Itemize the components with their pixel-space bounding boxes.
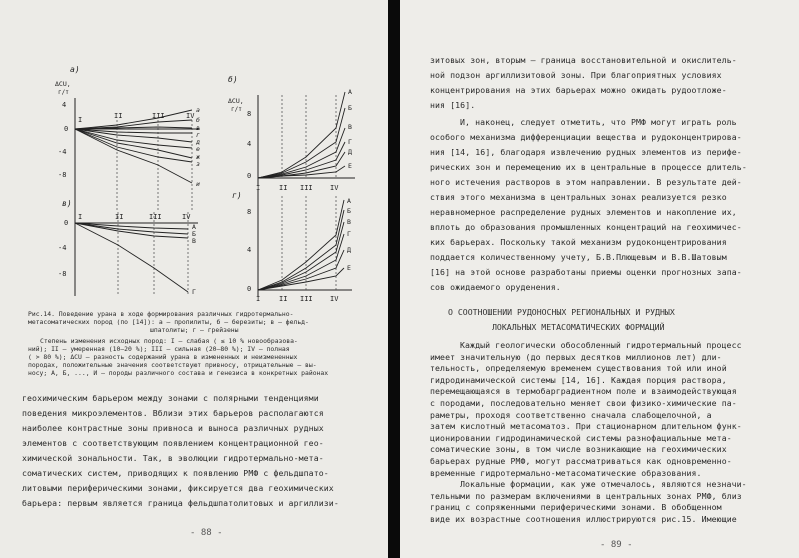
heading-line: О СООТНОШЕНИИ РУДОНОСНЫХ РЕГИОНАЛЬНЫХ И РУДНЫХ — [448, 307, 675, 317]
panel-g — [232, 190, 352, 303]
text-line: тельность, определяемую временем существования той или иной — [430, 363, 727, 374]
text-line: ционировании гидродинамической системы разнофациальные мета- — [430, 432, 732, 443]
caption-line: ( > 80 %); ΔCU – разность содержаний урана в измененных и неизмененных — [28, 353, 298, 361]
text-line: Локальные формации, как уже отмечалось, являются незначи- — [460, 479, 747, 490]
text-line: перемещающаяся в термобарградиентном поле и взаимодействующая — [430, 386, 737, 397]
text-line: особого механизма дифференциации вещества и рудоконцентрирова- — [430, 132, 742, 142]
panel-b-ytick-0: 0 — [247, 172, 252, 180]
text-line: Каждый геологически обособленный гидротермальный процесс — [460, 340, 742, 350]
panel-v-curve-V: В — [192, 237, 196, 245]
caption-line: Рис.14. Поведение урана в ходе формирования различных гидротермально- — [28, 310, 294, 318]
text-line: ния [14, 16], благодаря извлечению рудных элементов из перифе- — [430, 147, 742, 157]
panel-g-xtick-IV: IV — [330, 295, 339, 303]
panel-v-ytick-0: 0 — [64, 219, 69, 227]
panel-v-xtick-III: III — [149, 213, 162, 221]
panel-a-ytick-4: 4 — [62, 101, 67, 109]
caption-line: породах, положительные значения соответствуют привносу, отрицательные – вы- — [28, 361, 317, 369]
panel-a — [55, 65, 201, 212]
text-line: зитовых зон, вторым – граница восстановительной и окислитель- — [430, 55, 737, 65]
text-line: ких барьерах. Поскольку такой механизм рудоконцентрирования — [430, 237, 727, 247]
text-line: ной подзон аргиллизитовой зоны. При благоприятных условиях — [430, 70, 722, 80]
caption-line: ний); II – умеренная (10–20 %); III – сильная (20–80 %); IV – полная — [28, 345, 290, 353]
text-line: ствия этого механизма в центральных зонах реализуется резко — [430, 192, 727, 202]
panel-a-curve-b: б — [196, 116, 200, 124]
panel-v-curve-G: Г — [192, 288, 196, 296]
panel-a-xtick-III: III — [152, 112, 165, 120]
panel-b-ylabel-unit: г/т — [231, 106, 242, 113]
text-line: раметры, проходя соответственно сначала слабощелочной, а — [430, 409, 712, 420]
panel-v-xtick-I: I — [78, 213, 83, 221]
panel-a-label: а) — [70, 65, 80, 74]
panel-a-curve-z: з — [196, 160, 200, 168]
panel-a-ytick-m4: -4 — [58, 148, 67, 156]
panel-b-curve-E: Е — [348, 162, 352, 170]
text-line: границ с сопряженными периферическими зонами. В обобщенном — [430, 502, 722, 513]
panel-b-curve-B: Б — [348, 104, 352, 112]
panel-a-xtick-IV: IV — [186, 112, 195, 120]
text-line: И, наконец, следует отметить, что РМФ могут играть роль — [460, 117, 737, 127]
panel-a-xtick-I: I — [78, 116, 83, 124]
panel-a-ylabel: ΔCU, — [55, 80, 71, 88]
text-line: элементов с соответствующим появлением концентрационной гео- — [22, 438, 324, 448]
panel-a-xtick-II: II — [114, 112, 123, 120]
panel-b-xtick-II: II — [279, 184, 288, 192]
panel-b — [228, 74, 355, 192]
text-line: поведения микроэлементов. Вблизи этих барьеров располагаются — [22, 408, 324, 418]
text-line: тельными по размерам включениями в центральных зонах РМФ, близ — [430, 490, 742, 501]
text-line: затем кислотный метасоматоз. При стационарном длительном функ- — [430, 421, 742, 432]
panel-b-label: б) — [228, 75, 238, 84]
panel-g-xtick-I: I — [256, 295, 261, 303]
panel-a-curve-d: д — [196, 138, 200, 146]
page-number-left: - 88 - — [190, 528, 223, 538]
text-line: барьера: первым является граница фельдшпатолитовых и аргиллизи- — [22, 498, 339, 508]
panel-a-curve-v: в — [196, 124, 200, 132]
text-line: неравномерное распределение рудных элементов и накопление их, — [430, 207, 737, 217]
panel-b-ytick-8: 8 — [247, 110, 252, 118]
panel-g-xtick-III: III — [300, 295, 313, 303]
caption-line: метасоматических пород (по [14]): а – пропилиты, б – березиты; в – фельд- — [28, 318, 309, 326]
panel-v-xtick-IV: IV — [182, 213, 191, 221]
right-page — [400, 0, 799, 558]
text-line: наиболее контрастные зоны привноса и выноса различных рудных — [22, 423, 324, 433]
panel-b-curve-V: В — [348, 123, 352, 131]
panel-b-curve-G: Г — [348, 138, 352, 146]
panel-g-curve-V: В — [347, 218, 351, 226]
text-line: концентрирования на этих барьерах можно ожидать рудоотложе- — [430, 85, 727, 95]
panel-g-ytick-8: 8 — [247, 208, 252, 216]
panel-a-ytick-m8: -8 — [58, 171, 67, 179]
panel-g-xtick-II: II — [279, 295, 288, 303]
panel-a-ytick-0: 0 — [64, 125, 69, 133]
panel-b-xtick-IV: IV — [330, 184, 339, 192]
panel-a-curve-i: и — [196, 180, 200, 188]
text-line: имеет значительную (до первых десятков миллионов лет) дли- — [430, 351, 722, 362]
text-line: временные гидротермально-метасоматические образования. — [430, 467, 702, 478]
panel-v-ytick-m4: -4 — [58, 244, 67, 252]
text-line: ного истечения растворов в этом направлении. В результате дей- — [430, 177, 742, 187]
text-line: ния [16]. — [430, 100, 476, 110]
text-line: гидродинамической системы [14, 16]. Каждая порция раствора, — [430, 374, 727, 385]
panel-b-xtick-I: I — [256, 184, 261, 192]
panel-v-curve-A: А — [192, 223, 196, 231]
panel-g-ytick-0: 0 — [247, 285, 252, 293]
panel-a-curve-zh: ж — [196, 153, 200, 161]
text-line: [16] на этой основе разработаны приемы оценки прогнозных запа- — [430, 267, 742, 277]
panel-b-ytick-4: 4 — [247, 140, 252, 148]
panel-v-ytick-m8: -8 — [58, 270, 67, 278]
text-line: соматические зоны, в том числе возникающие на геохимических — [430, 444, 727, 455]
text-line: с породами, последовательно меняет свои физико-химические па- — [430, 398, 737, 408]
panel-g-curve-D: Д — [347, 246, 351, 254]
text-line: литовыми периферическими зонами, фиксируется два геохимических — [22, 483, 334, 493]
caption-line: шпатолиты; г – грейзены — [150, 326, 239, 334]
text-line: вплоть до образования промышленных концентраций на геохимичес- — [430, 222, 742, 232]
text-line: сов ожидаемого оруденения. — [430, 282, 561, 292]
text-line: соматических систем, приводящих к появлению РМФ с фельдшпато- — [22, 468, 329, 478]
panel-a-curve-g: г — [196, 131, 200, 139]
panel-g-curve-E: Е — [347, 264, 351, 272]
panel-a-curve-a: а — [196, 106, 200, 114]
panel-g-curve-G: Г — [347, 230, 351, 238]
text-line: барьерах рудные РМФ, могут рассматриваться как одновременно- — [430, 456, 732, 466]
panel-g-ytick-4: 4 — [247, 246, 252, 254]
text-line: рических зон и перемещению их в центральные в процессе длитель- — [430, 162, 747, 172]
text-line: геохимическим барьером между зонами с полярными тенденциями — [22, 393, 319, 403]
left-page — [0, 0, 388, 558]
caption-line: Степень изменения исходных пород: I – слабая ( ≤ 10 % новообразова- — [40, 337, 298, 345]
panel-g-label: г) — [232, 191, 242, 200]
panel-a-curve-e: е — [196, 145, 200, 153]
page-number-right: - 89 - — [600, 540, 633, 550]
caption-line: носу; А, Б, ..., И – породы различного состава и генезиса в конкретных районах — [28, 369, 329, 377]
panel-a-ylabel-unit: г/т — [58, 89, 69, 96]
panel-g-curve-A: А — [347, 197, 351, 205]
panel-v — [58, 199, 198, 296]
panel-b-ylabel: ΔCU, — [228, 97, 244, 105]
panel-b-curve-D: Д — [348, 148, 352, 156]
panel-b-xtick-III: III — [300, 184, 313, 192]
panel-v-label: в) — [62, 199, 72, 208]
figure-uranium-behaviour — [0, 0, 388, 305]
text-line: виде их возрастные соотношения иллюстрируются рис.15. Имеющие — [430, 514, 737, 524]
heading-line: ЛОКАЛЬНЫХ МЕТАСОМАТИЧЕСКИХ ФОРМАЦИЙ — [492, 322, 665, 332]
panel-v-xtick-II: II — [115, 213, 124, 221]
panel-b-curve-A: А — [348, 88, 352, 96]
text-line: поддается количественному учету, Б.В.Плющевым и В.В.Шатовым — [430, 252, 727, 262]
text-line: химической зональности. Так, в эволюции гидротермально-мета- — [22, 453, 324, 463]
panel-g-curve-B: Б — [347, 207, 351, 215]
panel-v-curve-B: Б — [192, 230, 196, 238]
